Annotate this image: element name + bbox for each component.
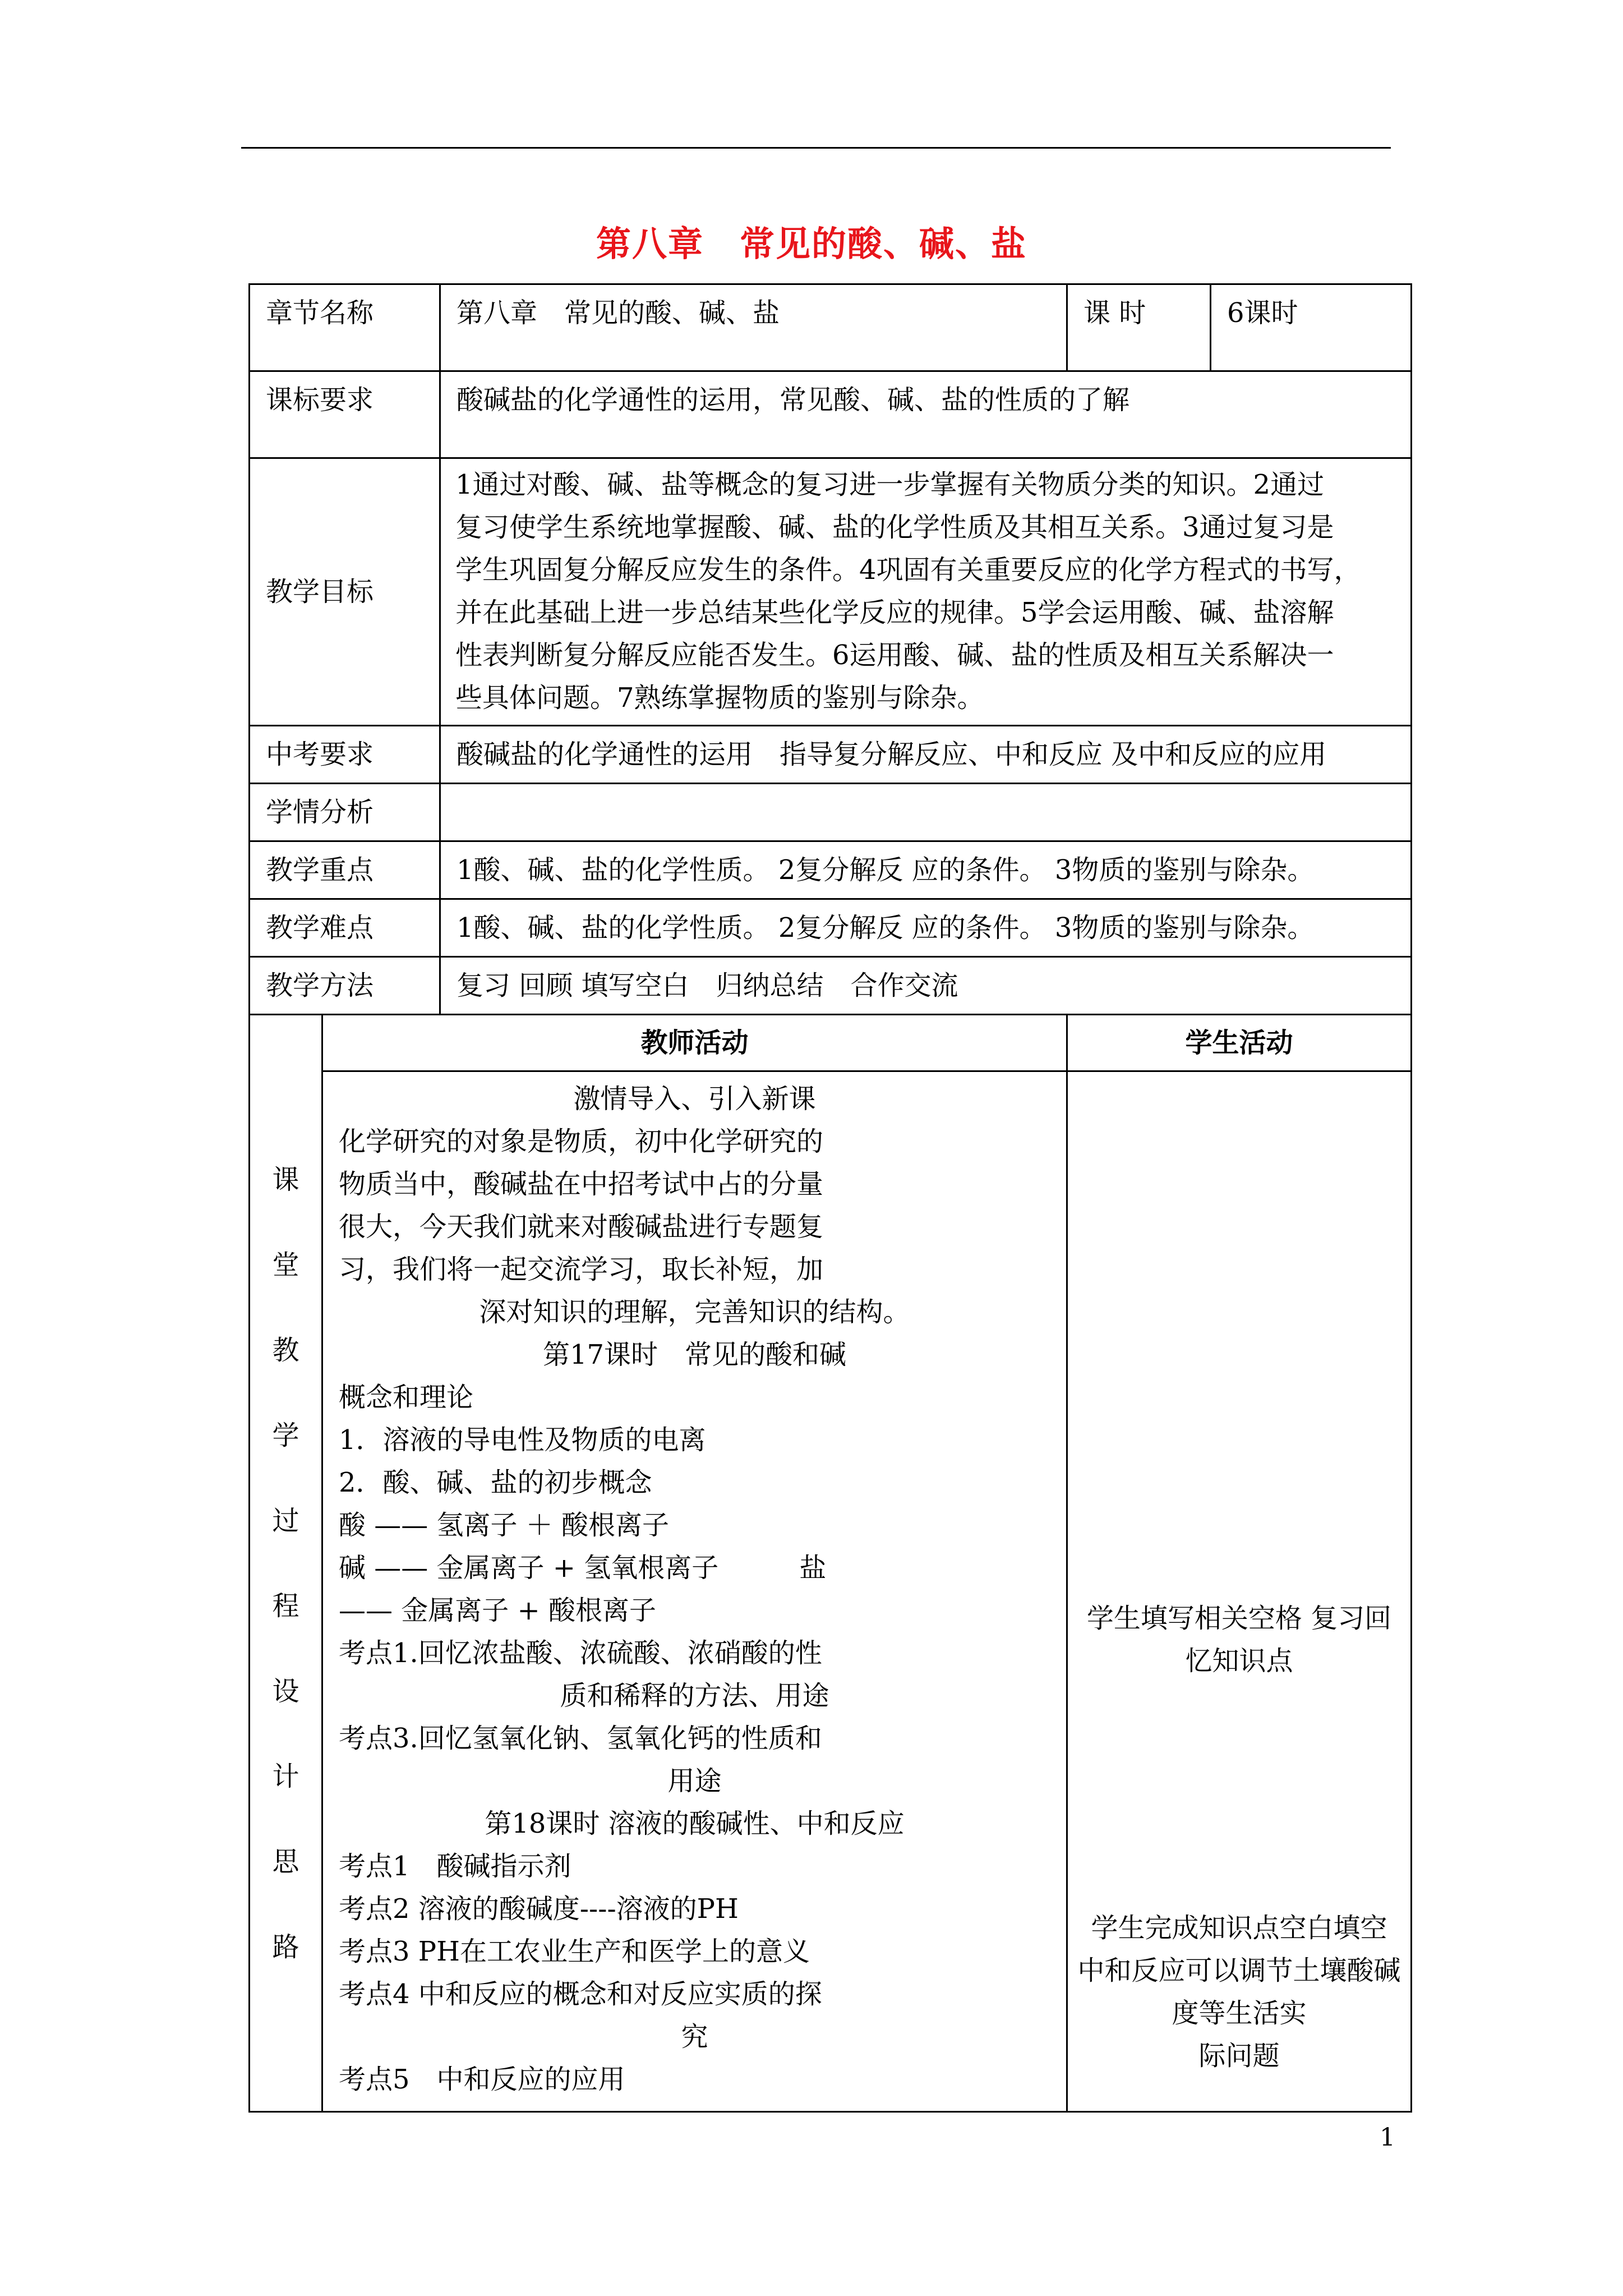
chapter-name-value: 第八章 常见的酸、碱、盐 bbox=[440, 284, 1067, 371]
analysis-value bbox=[440, 784, 1412, 841]
teacher-line: —— 金属离子 + 酸根离子 bbox=[339, 1595, 656, 1626]
teacher-line: 1．溶液的导电性及物质的电离 bbox=[339, 1424, 706, 1456]
teacher-activity-header: 教师活动 bbox=[322, 1015, 1067, 1071]
class-hours-value: 6课时 bbox=[1211, 284, 1412, 371]
row-curriculum-requirement bbox=[250, 371, 1412, 458]
side-char: 过 bbox=[272, 1504, 299, 1536]
objectives-line: 学生巩固复分解反应发生的条件。4巩固有关重要反应的化学方程式的书写， bbox=[455, 554, 1361, 586]
student-note-review: 学生填写相关空格 复习回忆知识点 bbox=[1086, 1603, 1392, 1677]
row-student-analysis bbox=[250, 784, 1412, 841]
side-char: 思 bbox=[272, 1846, 299, 1878]
teacher-line: 酸 —— 氢离子 ＋ 酸根离子 bbox=[339, 1510, 670, 1541]
teacher-line: 习，我们将一起交流学习，取长补短，加 bbox=[339, 1254, 824, 1285]
teacher-line: 考点4 中和反应的概念和对反应实质的探 bbox=[339, 1978, 822, 2010]
teacher-line: 考点1.回忆浓盐酸、浓硫酸、浓硝酸的性 bbox=[339, 1637, 822, 1669]
row-key-points bbox=[250, 841, 1412, 899]
teacher-line: 2．酸、碱、盐的初步概念 bbox=[339, 1467, 652, 1498]
objectives-line: 性表判断复分解反应能否发生。6运用酸、碱、盐的性质及相互关系解决一 bbox=[455, 639, 1334, 671]
objectives-line: 1通过对酸、碱、盐等概念的复习进一步掌握有关物质分类的知识。2通过 bbox=[455, 469, 1325, 500]
teacher-line: 考点3.回忆氢氧化钠、氢氧化钙的性质和 bbox=[339, 1723, 822, 1754]
teacher-line: 第17课时 常见的酸和碱 bbox=[542, 1339, 847, 1370]
teacher-line: 很大，今天我们就来对酸碱盐进行专题复 bbox=[339, 1211, 824, 1243]
row-exam-requirement bbox=[250, 726, 1412, 784]
analysis-label: 学情分析 bbox=[250, 784, 440, 841]
side-char: 堂 bbox=[272, 1249, 299, 1281]
teacher-activity-content bbox=[322, 1071, 1067, 2112]
curriculum-label: 课标要求 bbox=[250, 371, 440, 458]
objectives-line: 些具体问题。7熟练掌握物质的鉴别与除杂。 bbox=[455, 682, 984, 714]
methods-value: 复习 回顾 填写空白 归纳总结 合作交流 bbox=[440, 957, 1412, 1015]
teacher-line: 概念和理论 bbox=[339, 1382, 474, 1413]
student-note-line: 学生完成知识点空白填空 bbox=[1091, 1912, 1387, 1944]
exam-value: 酸碱盐的化学通性的运用 指导复分解反应、中和反应 及中和反应的应用 bbox=[440, 726, 1412, 784]
teacher-line: 碱 —— 金属离子 + 氢氧根离子 盐 bbox=[339, 1552, 827, 1584]
row-chapter-name bbox=[250, 284, 1412, 371]
side-char: 计 bbox=[272, 1760, 299, 1792]
side-char: 设 bbox=[272, 1675, 299, 1707]
side-char: 学 bbox=[272, 1419, 299, 1451]
row-teaching-objectives bbox=[250, 458, 1412, 726]
side-char: 教 bbox=[272, 1334, 299, 1366]
row-activity-content bbox=[250, 1071, 1412, 2112]
side-char: 路 bbox=[272, 1931, 299, 1963]
objectives-line: 并在此基础上进一步总结某些化学反应的规律。5学会运用酸、碱、盐溶解 bbox=[455, 597, 1334, 628]
teacher-line: 化学研究的对象是物质，初中化学研究的 bbox=[339, 1126, 824, 1157]
objectives-text bbox=[440, 458, 1412, 726]
student-activity-content bbox=[1067, 1071, 1412, 2112]
row-teaching-methods bbox=[250, 957, 1412, 1015]
key-points-label: 教学重点 bbox=[250, 841, 440, 899]
student-note-line: 际问题 bbox=[1198, 2040, 1280, 2072]
teacher-line: 考点3 PH在工农业生产和医学上的意义 bbox=[339, 1936, 810, 1967]
side-char: 程 bbox=[272, 1590, 299, 1622]
teacher-line: 考点2 溶液的酸碱度----溶液的PH bbox=[339, 1893, 739, 1925]
methods-label: 教学方法 bbox=[250, 957, 440, 1015]
lesson-plan-table bbox=[248, 283, 1412, 2113]
teacher-line: 深对知识的理解，完善知识的结构。 bbox=[479, 1296, 910, 1328]
student-activity-header: 学生活动 bbox=[1067, 1015, 1412, 1071]
teacher-line: 激情导入、引入新课 bbox=[573, 1083, 816, 1115]
exam-label: 中考要求 bbox=[250, 726, 440, 784]
teacher-line: 物质当中，酸碱盐在中招考试中占的分量 bbox=[339, 1168, 824, 1200]
difficulties-label: 教学难点 bbox=[250, 899, 440, 957]
teacher-line: 用途 bbox=[667, 1765, 722, 1797]
class-hours-label: 课 时 bbox=[1067, 284, 1211, 371]
curriculum-value: 酸碱盐的化学通性的运用，常见酸、碱、盐的性质的了解 bbox=[440, 371, 1412, 458]
process-side-label bbox=[250, 1015, 322, 2112]
student-note-line: 中和反应可以调节土壤酸碱度等生活实 bbox=[1077, 1955, 1401, 2029]
teacher-line: 质和稀释的方法、用途 bbox=[560, 1680, 829, 1711]
document-title: 第八章 常见的酸、碱、盐 bbox=[596, 223, 1027, 264]
chapter-name-label: 章节名称 bbox=[250, 284, 440, 371]
row-difficulties bbox=[250, 899, 1412, 957]
side-char: 课 bbox=[272, 1163, 299, 1195]
teacher-line: 第18课时 溶液的酸碱性、中和反应 bbox=[485, 1808, 905, 1839]
header-rule bbox=[241, 147, 1391, 149]
page-number: 1 bbox=[1380, 2123, 1395, 2152]
teacher-line: 考点5 中和反应的应用 bbox=[339, 2064, 625, 2095]
difficulties-value: 1酸、碱、盐的化学性质。 2复分解反 应的条件。 3物质的鉴别与除杂。 bbox=[440, 899, 1412, 957]
objectives-line: 复习使学生系统地掌握酸、碱、盐的化学性质及其相互关系。3通过复习是 bbox=[455, 512, 1334, 543]
teacher-line: 究 bbox=[681, 2021, 708, 2053]
row-activity-headers bbox=[250, 1015, 1412, 1071]
objectives-label: 教学目标 bbox=[250, 458, 440, 726]
key-points-value: 1酸、碱、盐的化学性质。 2复分解反 应的条件。 3物质的鉴别与除杂。 bbox=[440, 841, 1412, 899]
teacher-line: 考点1 酸碱指示剂 bbox=[339, 1851, 571, 1882]
